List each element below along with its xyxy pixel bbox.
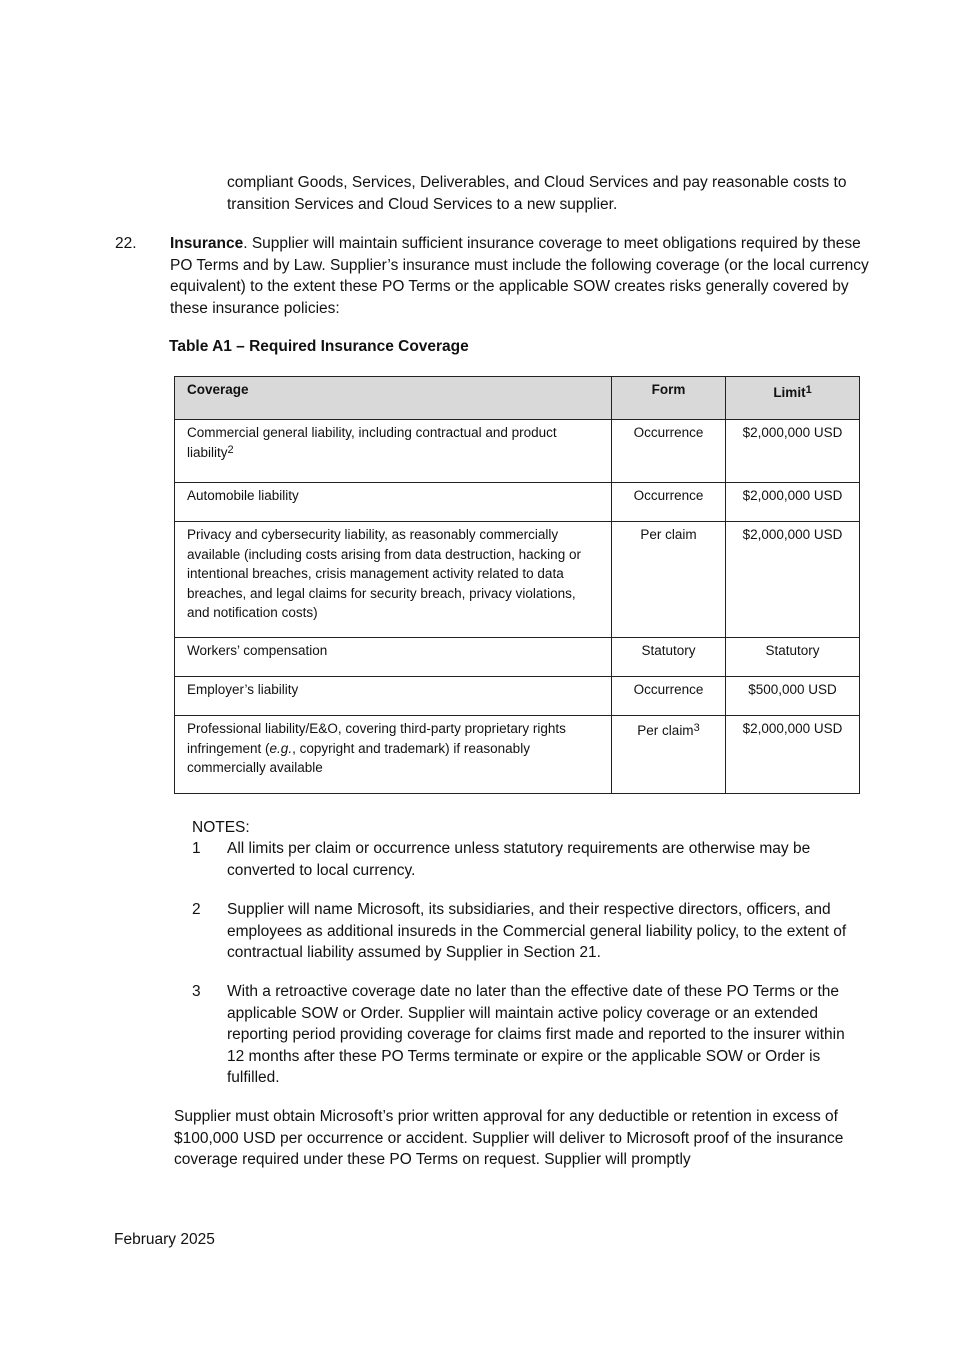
coverage-text-pre: Professional liability/E&O, covering third-party proprietary rights infringement ( [187,721,566,756]
note-number: 1 [192,840,201,857]
table-row [175,420,860,483]
header-limit-label: Limit [773,385,806,400]
footnote-ref: 2 [227,443,234,456]
coverage-text-em: e.g. [269,740,293,756]
cell-form: Occurrence [612,483,726,522]
continued-paragraph: compliant Goods, Services, Deliverables, and Cloud Services and pay reasonable costs to transition Services and Cloud Services to a new supplier. [227,174,847,213]
form-text: Per claim [637,723,694,738]
cell-coverage: Automobile liability [175,483,612,522]
closing-paragraph: Supplier must obtain Microsoft’s prior written approval for any deductible or retention in excess of $100,000 USD per occurrence or accident. Supplier will deliver to Microsoft proof of the insurance coverage required under these PO Terms on request. Supplier will promptly [174,1108,844,1168]
table-title: Table A1 – Required Insurance Coverage [169,338,469,355]
cell-limit: $500,000 USD [726,677,860,716]
cell-limit: $2,000,000 USD [726,420,860,483]
section-paragraph [170,233,870,319]
cell-limit: $2,000,000 USD [726,483,860,522]
footnote-ref: 3 [693,722,700,734]
table-row [175,638,860,677]
cell-form: Per claim [612,522,726,638]
header-coverage: Coverage [175,377,612,420]
cell-form: Statutory [612,638,726,677]
cell-form [612,716,726,794]
section-heading: Insurance [170,235,244,252]
footnote-ref: 1 [805,384,812,396]
note-number: 2 [192,901,201,918]
cell-coverage: Workers’ compensation [175,638,612,677]
cell-limit: Statutory [726,638,860,677]
header-form: Form [612,377,726,420]
notes-header: NOTES: [192,819,250,836]
header-limit [726,377,860,420]
page-footer-date: February 2025 [114,1231,215,1248]
coverage-text: Commercial general liability, including contractual and product liability [187,425,557,460]
table-row [175,716,860,794]
note-text: Supplier will name Microsoft, its subsidiaries, and their respective directors, officers, and employees as additional insureds in the Commercial general liability policy, to the extent of contractual liability assumed by Supplier in Section 21. [227,901,847,961]
cell-limit: $2,000,000 USD [726,716,860,794]
insurance-table [174,376,860,794]
cell-form: Occurrence [612,420,726,483]
table-row [175,677,860,716]
section-body: . Supplier will maintain sufficient insurance coverage to meet obligations required by these PO Terms and by Law. Supplier’s insurance must include the following coverage (or the local currency equivalent) to the extent these PO Terms or the applicable SOW creates risks generally covered by these insurance policies: [170,235,869,317]
section-number: 22. [115,235,137,252]
note-text: All limits per claim or occurrence unless statutory requirements are otherwise may be converted to local currency. [227,840,811,879]
cell-coverage: Employer’s liability [175,677,612,716]
cell-form: Occurrence [612,677,726,716]
cell-coverage [175,716,612,794]
table-row [175,483,860,522]
table-row [175,522,860,638]
cell-coverage: Privacy and cybersecurity liability, as reasonably commercially available (including costs arising from data destruction, hacking or intentional breaches, crisis management activity related to data breaches, and legal claims for security breach, privacy violations, and notification costs) [175,522,612,638]
coverage-text-post: , copyright and trademark) if reasonably commercially available [187,740,530,775]
note-text: With a retroactive coverage date no later than the effective date of these PO Terms or the applicable SOW or Order. Supplier will maintain active policy coverage or an extended reporting period providing coverage for claims first made and reported to the insurer within 12 months after these PO Terms terminate or expire or the applicable SOW or Order is fulfilled. [227,983,845,1086]
note-number: 3 [192,983,201,1000]
cell-limit: $2,000,000 USD [726,522,860,638]
table-header-row [175,377,860,420]
cell-coverage [175,420,612,483]
